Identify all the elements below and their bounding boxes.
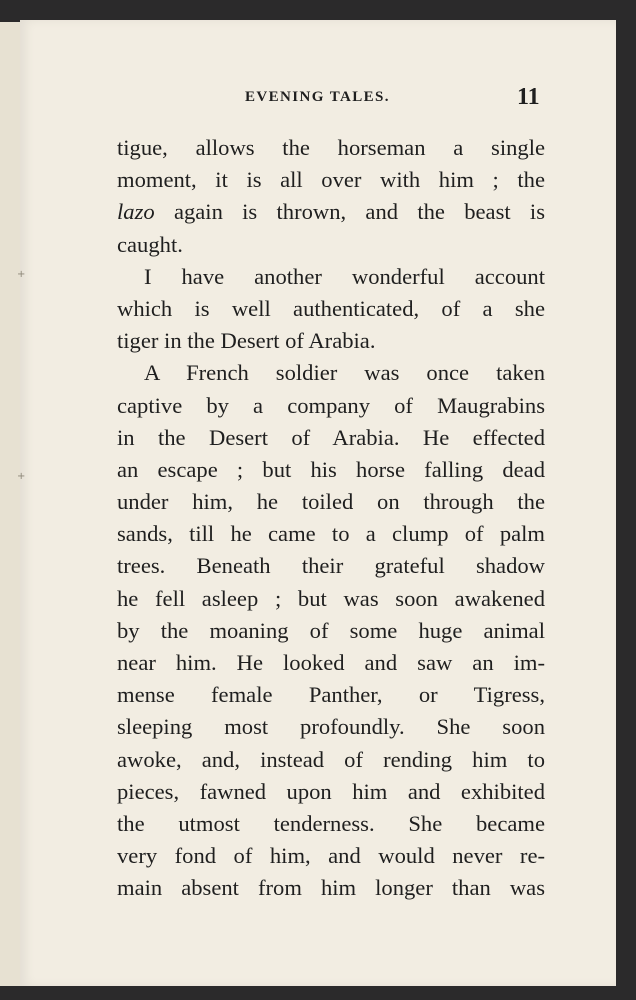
text-line: he fell asleep ; but was soon awakened [117, 585, 545, 611]
running-title: EVENING TALES. [245, 89, 390, 105]
text-line: pieces, fawned upon him and exhibited [117, 778, 545, 804]
text-line: in the Desert of Arabia. He effected [117, 424, 545, 450]
binding-mark-icon: + [17, 269, 26, 280]
text-line: moment, it is all over with him ; the [117, 167, 545, 193]
text-line: by the moaning of some huge animal [117, 617, 545, 643]
text-line: sleeping most profoundly. She soon [117, 714, 545, 740]
text-line: captive by a company of Maugrabins [117, 392, 545, 418]
binding-mark-icon: + [17, 471, 26, 482]
page-number: 11 [517, 84, 540, 110]
text-line: main absent from him longer than was [117, 875, 545, 901]
text-line: caught. [117, 231, 183, 257]
text-line: mense female Panther, or Tigress, [117, 682, 545, 708]
text-line: sands, till he came to a clump of palm [117, 521, 545, 547]
text-line: an escape ; but his horse falling dead [117, 456, 545, 482]
text-line: under him, he toiled on through the [117, 489, 545, 515]
text-line: near him. He looked and saw an im- [117, 650, 545, 675]
text-line: very fond of him, and would never re- [117, 843, 545, 869]
text-line: tiger in the Desert of Arabia. [117, 328, 376, 354]
text-line: I have another wonderful account [144, 263, 545, 289]
text-line: which is well authenticated, of a she [117, 295, 545, 321]
text-line: tigue, allows the horseman a single [117, 135, 545, 160]
text-line: trees. Beneath their grateful shadow [117, 553, 545, 579]
body-text [117, 132, 545, 905]
page-header [0, 86, 636, 114]
text-line: A French soldier was once taken [144, 360, 545, 386]
text-line: awoke, and, instead of rending him to [117, 746, 545, 772]
text-line: lazo again is thrown, and the beast is [117, 199, 545, 225]
text-line: the utmost tenderness. She became [117, 810, 545, 836]
italic-word: lazo [117, 199, 155, 225]
